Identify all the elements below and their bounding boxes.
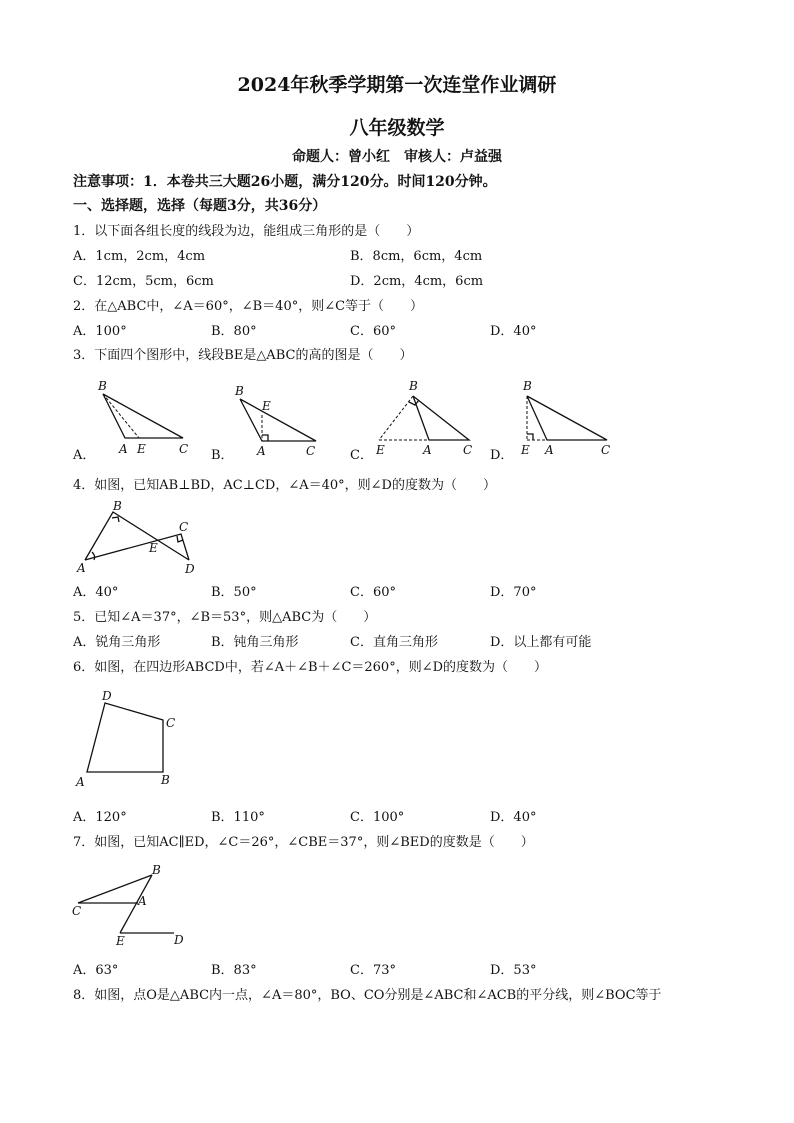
q4-stem: 4．如图，已知AB⊥BD，AC⊥CD，∠A＝40°，则∠D的度数为（ ） [73,478,496,493]
q6-figure [75,690,185,790]
svg-text:D: D [185,562,195,576]
svg-text:B: B [113,499,122,513]
svg-text:A: A [257,444,266,458]
q5-option-b: B．钝角三角形 [211,635,299,650]
svg-text:B: B [152,863,161,877]
q4-option-d: D．70° [490,585,537,600]
notice: 注意事项：1．本卷共三大题26小题，满分120分。时间120分钟。 [73,174,497,190]
q6-option-b: B．110° [211,810,265,825]
svg-text:C: C [306,444,316,458]
q4-option-c: C．60° [350,585,396,600]
q7-stem: 7．如图，已知AC∥ED，∠C＝26°，∠CBE＝37°，则∠BED的度数是（ ） [73,835,534,850]
q4-option-a: A．40° [73,585,119,600]
svg-text:A: A [76,775,85,789]
q5-option-c: C．直角三角形 [350,635,438,650]
svg-text:A: A [77,561,86,575]
svg-text:A: A [423,443,432,457]
q4-figure [75,500,205,578]
svg-text:E: E [137,442,146,456]
section-heading: 一、选择题，选择（每题3分，共36分） [73,198,327,214]
q3-option-b: B． [211,448,234,463]
q1-option-d: D．2cm，4cm，6cm [350,274,484,289]
svg-text:C: C [601,443,611,457]
q2-option-a: A．100° [73,324,127,339]
svg-text:E: E [376,443,385,457]
svg-text:C: C [72,904,82,918]
q7-figure [70,865,190,950]
q2-option-c: C．60° [350,324,396,339]
q6-option-d: D．40° [490,810,537,825]
page-title: 2024年秋季学期第一次连堂作业调研 [237,74,557,96]
q3-stem: 3．下面四个图形中，线段BE是△ABC的高的图是（ ） [73,348,413,363]
svg-text:C: C [179,520,189,534]
q2-stem: 2．在△ABC中，∠A＝60°，∠B＝40°，则∠C等于（ ） [73,299,424,314]
svg-text:B: B [235,384,244,398]
svg-text:C: C [463,443,473,457]
q7-option-b: B．83° [211,963,257,978]
q1-option-a: A．1cm，2cm，4cm [73,249,206,264]
q3-figure-c [373,378,473,460]
svg-text:E: E [262,399,271,413]
q7-option-c: C．73° [350,963,396,978]
svg-text:E: E [521,443,530,457]
q7-option-d: D．53° [490,963,537,978]
q3-option-d: D． [490,448,514,463]
q7-option-a: A．63° [73,963,119,978]
q4-option-b: B．50° [211,585,257,600]
svg-text:E: E [116,934,125,948]
authors-line: 命题人：曾小红 审核人：卢益强 [292,149,502,165]
svg-text:B: B [523,379,532,393]
q3-figure-a [95,378,195,458]
svg-text:B: B [161,773,170,787]
svg-text:C: C [166,716,176,730]
svg-text:A: A [138,894,147,908]
q3-figure-d [515,378,615,460]
q3-option-c: C． [350,448,373,463]
q8-stem: 8．如图，点O是△ABC内一点，∠A＝80°，BO、CO分别是∠ABC和∠ACB的平分线，则∠BOC等于 [73,988,662,1003]
svg-text:E: E [149,541,158,555]
q6-stem: 6．如图，在四边形ABCD中，若∠A＋∠B＋∠C＝260°，则∠D的度数为（ ） [73,660,548,675]
svg-text:D: D [174,933,184,947]
svg-text:B: B [409,379,418,393]
q6-option-c: C．100° [350,810,405,825]
q3-figure-b [232,385,332,460]
q2-option-b: B．80° [211,324,257,339]
svg-text:A: A [545,443,554,457]
page-subtitle: 八年级数学 [349,117,445,139]
svg-text:B: B [98,379,107,393]
q5-stem: 5．已知∠A＝37°，∠B＝53°，则△ABC为（ ） [73,610,377,625]
q1-option-b: B．8cm，6cm，4cm [350,249,483,264]
q6-option-a: A．120° [73,810,127,825]
svg-text:C: C [179,442,189,456]
q5-option-d: D．以上都有可能 [490,635,592,650]
svg-text:D: D [102,689,112,703]
q2-option-d: D．40° [490,324,537,339]
q3-option-a: A． [73,448,96,463]
q1-option-c: C．12cm，5cm，6cm [73,274,214,289]
q5-option-a: A．锐角三角形 [73,635,161,650]
q1-stem: 1．以下面各组长度的线段为边，能组成三角形的是（ ） [73,224,420,239]
svg-text:A: A [119,442,128,456]
